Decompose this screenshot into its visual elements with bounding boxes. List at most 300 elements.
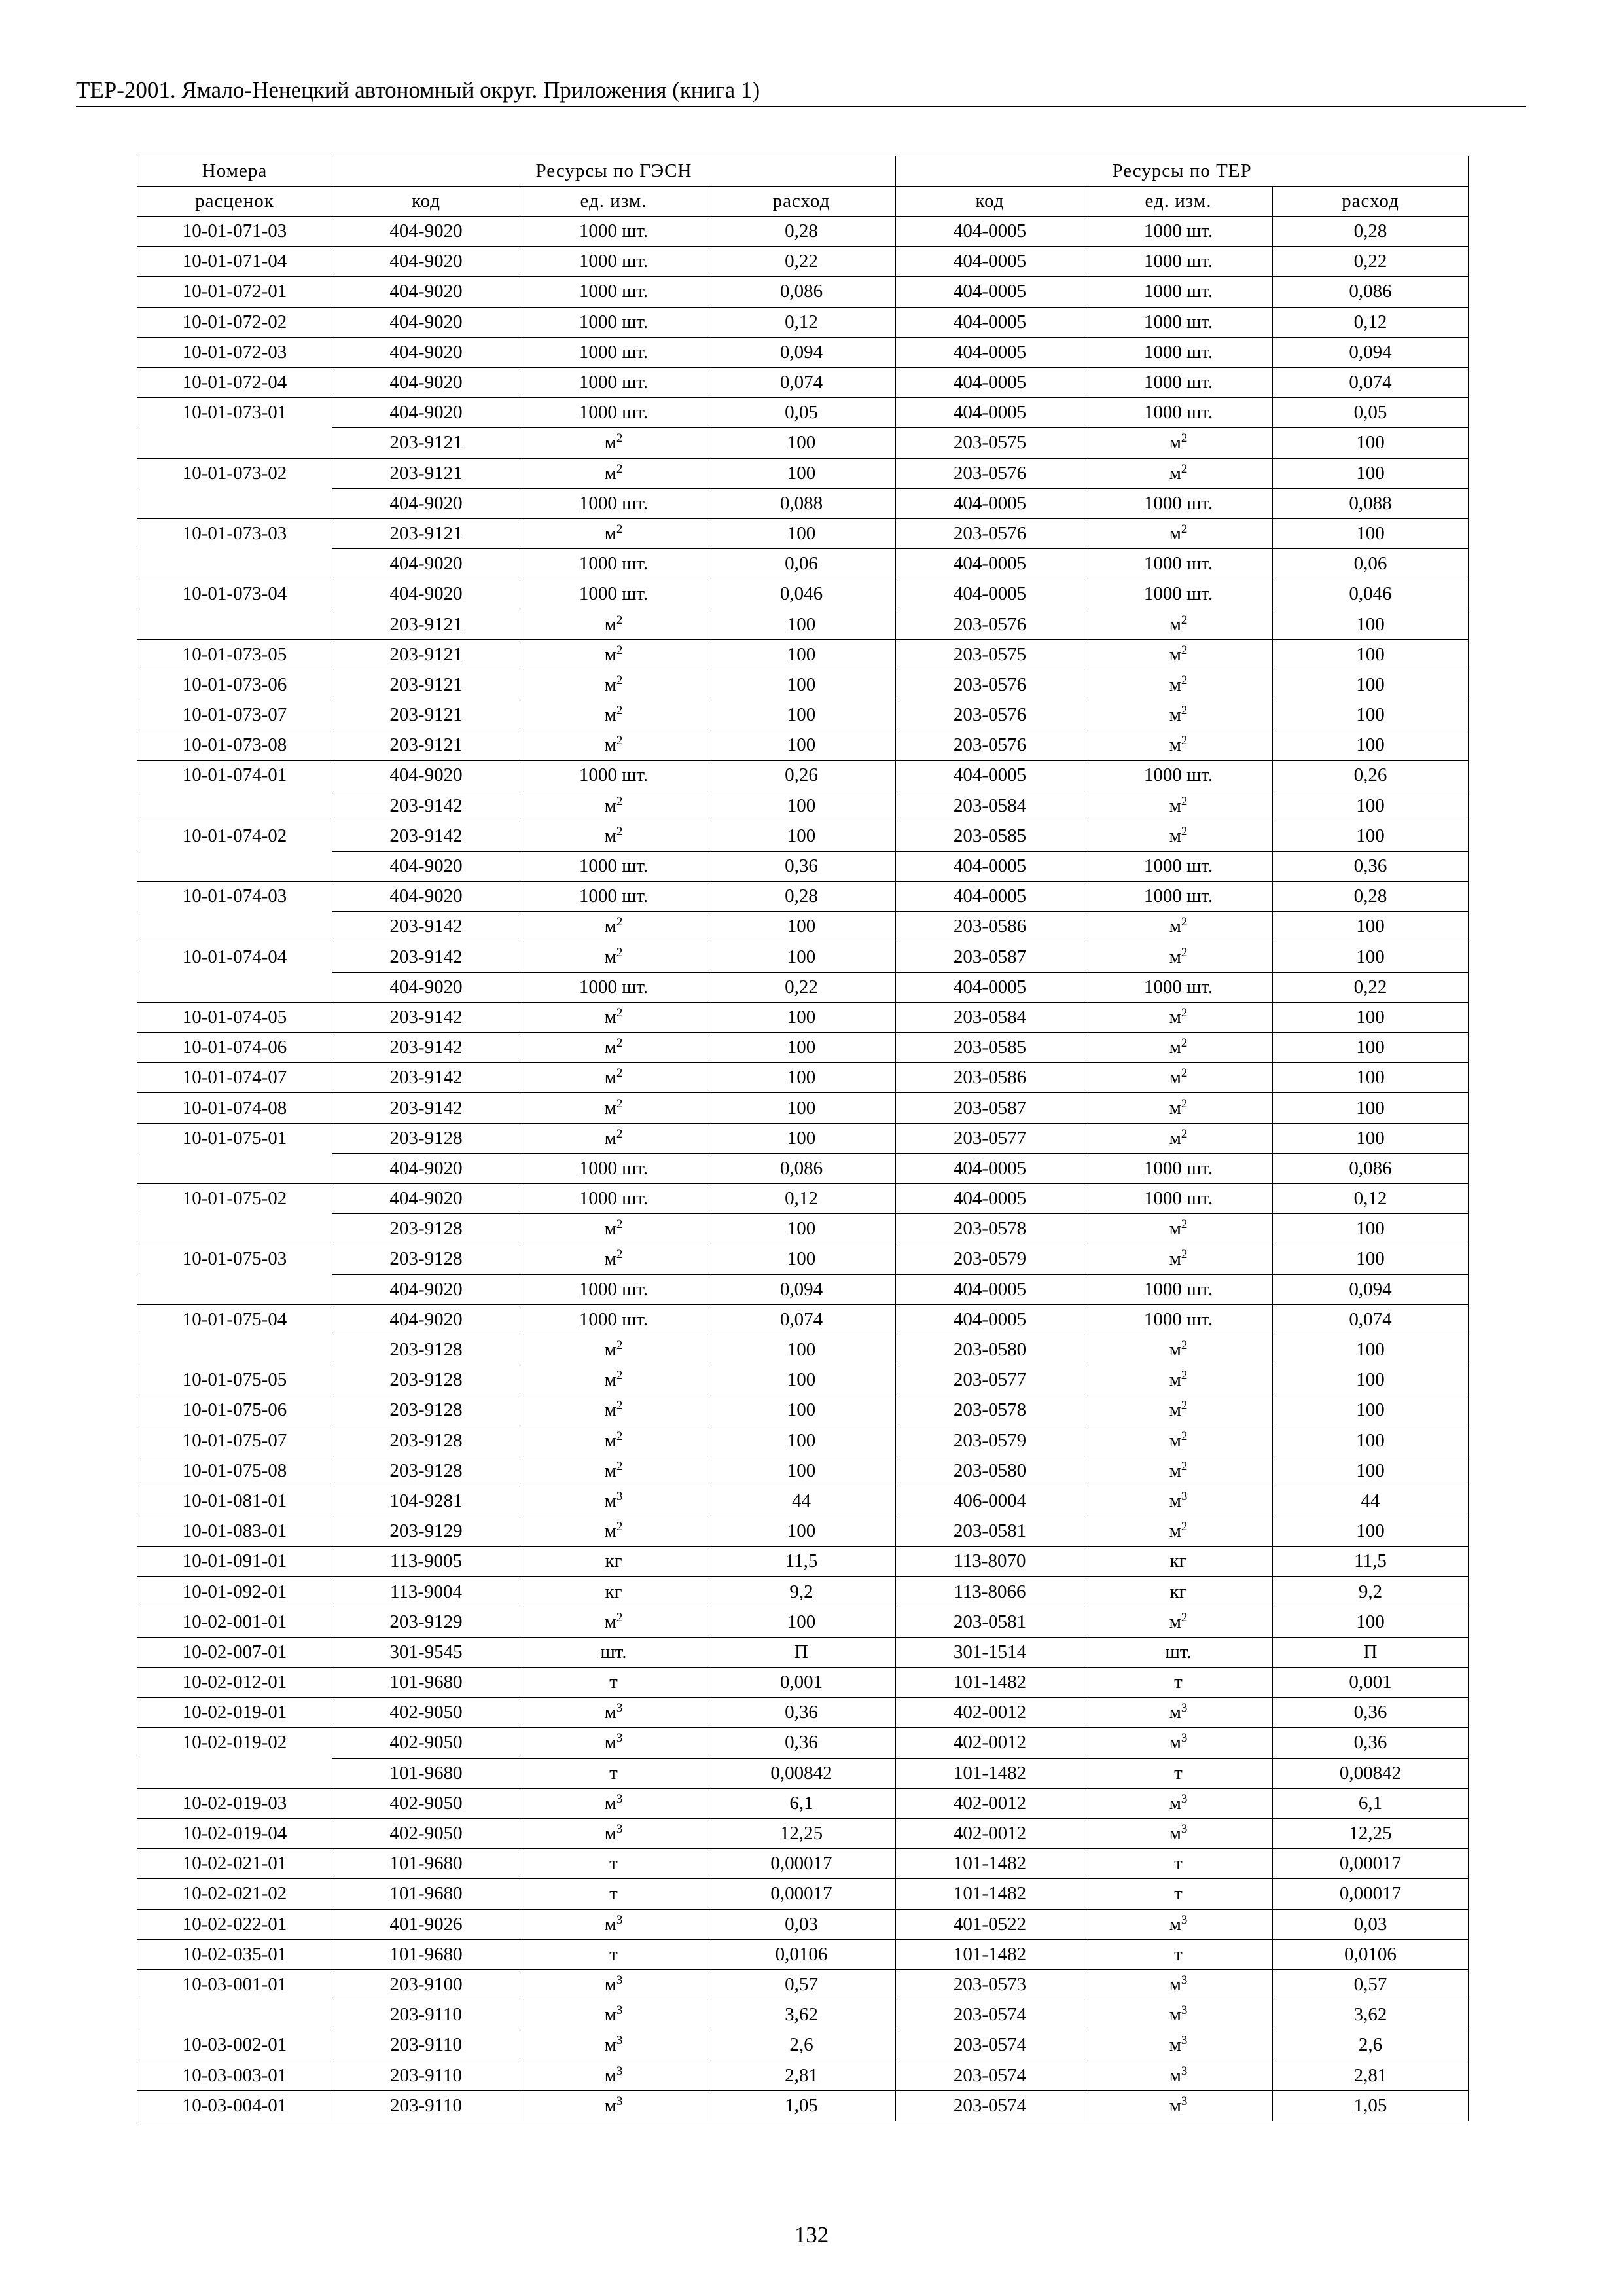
gesn-code-cell: 404-9020	[332, 549, 520, 579]
ter-code-cell: 406-0004	[896, 1486, 1084, 1516]
gesn-consumption-cell: 100	[707, 458, 896, 488]
gesn-consumption-cell: 100	[707, 670, 896, 700]
gesn-consumption-cell: 3,62	[707, 2000, 896, 2030]
rate-number-cell: 10-01-075-06	[137, 1395, 332, 1426]
rate-number-cell	[137, 1153, 332, 1183]
unit-exponent: 2	[1181, 461, 1188, 476]
gesn-consumption-cell: 0,12	[707, 1184, 896, 1214]
table-row	[137, 2000, 1469, 2030]
rate-number-cell	[137, 851, 332, 881]
unit-exponent: 2	[616, 1066, 623, 1081]
ter-consumption-cell: 11,5	[1273, 1547, 1469, 1577]
ter-consumption-cell: 1,05	[1273, 2090, 1469, 2121]
ter-code-cell: 203-0576	[896, 700, 1084, 730]
ter-consumption-cell: 100	[1273, 1063, 1469, 1093]
gesn-code-cell: 203-9121	[332, 458, 520, 488]
ter-consumption-cell: 0,00017	[1273, 1849, 1469, 1879]
unit-exponent: 3	[616, 1912, 623, 1927]
header-ter-consumption: расход	[1273, 187, 1469, 217]
rate-number-cell: 10-01-073-04	[137, 579, 332, 609]
unit-exponent: 2	[616, 1247, 623, 1262]
unit-exponent: 2	[1181, 794, 1188, 808]
rate-number-cell: 10-02-021-01	[137, 1849, 332, 1879]
table-row	[137, 277, 1469, 307]
rate-number-cell	[137, 549, 332, 579]
gesn-unit-cell: $м^3$	[520, 1969, 707, 2000]
ter-consumption-cell: 100	[1273, 1395, 1469, 1426]
gesn-code-cell: 203-9128	[332, 1214, 520, 1244]
ter-unit-cell: $м^3$	[1084, 2000, 1273, 2030]
rate-number-cell: 10-01-074-02	[137, 821, 332, 851]
table-row	[137, 1244, 1469, 1274]
ter-consumption-cell: 100	[1273, 428, 1469, 458]
gesn-unit-cell: $м^2$	[520, 639, 707, 670]
gesn-consumption-cell: 0,0106	[707, 1939, 896, 1969]
gesn-code-cell: 203-9128	[332, 1244, 520, 1274]
rate-number-cell: 10-02-001-01	[137, 1607, 332, 1637]
gesn-unit-cell: $м^2$	[520, 1244, 707, 1274]
ter-code-cell: 404-0005	[896, 972, 1084, 1002]
gesn-code-cell: 404-9020	[332, 1184, 520, 1214]
gesn-unit-cell: т	[520, 1879, 707, 1909]
ter-consumption-cell: 100	[1273, 1123, 1469, 1153]
table-row	[137, 549, 1469, 579]
ter-unit-cell: $м^2$	[1084, 1033, 1273, 1063]
rate-number-cell: 10-02-007-01	[137, 1637, 332, 1667]
gesn-code-cell: 203-9142	[332, 912, 520, 942]
gesn-consumption-cell: 100	[707, 1123, 896, 1153]
unit-exponent: 3	[1181, 2064, 1188, 2078]
gesn-unit-cell: $м^2$	[520, 821, 707, 851]
ter-consumption-cell: 100	[1273, 1002, 1469, 1032]
gesn-unit-cell: т	[520, 1668, 707, 1698]
table-row	[137, 1214, 1469, 1244]
gesn-unit-cell: 1000 шт.	[520, 1304, 707, 1335]
rate-number-cell	[137, 428, 332, 458]
gesn-unit-cell: $м^2$	[520, 1335, 707, 1365]
table-row	[137, 670, 1469, 700]
ter-code-cell: 404-0005	[896, 761, 1084, 791]
table-row	[137, 1909, 1469, 1939]
table-row	[137, 1939, 1469, 1969]
ter-unit-cell: 1000 шт.	[1084, 247, 1273, 277]
rate-number-cell: 10-02-012-01	[137, 1668, 332, 1698]
ter-code-cell: 404-0005	[896, 1304, 1084, 1335]
page-number: 132	[794, 2222, 829, 2248]
ter-code-cell: 402-0012	[896, 1698, 1084, 1728]
gesn-consumption-cell: 100	[707, 942, 896, 972]
ter-code-cell: 203-0575	[896, 428, 1084, 458]
unit-exponent: 3	[616, 1731, 623, 1746]
unit-exponent: 3	[1181, 1731, 1188, 1746]
gesn-consumption-cell: 100	[707, 912, 896, 942]
unit-exponent: 3	[1181, 1489, 1188, 1503]
ter-unit-cell: 1000 шт.	[1084, 307, 1273, 337]
ter-code-cell: 203-0578	[896, 1214, 1084, 1244]
ter-code-cell: 203-0587	[896, 942, 1084, 972]
gesn-consumption-cell: 100	[707, 1335, 896, 1365]
gesn-consumption-cell: 100	[707, 1365, 896, 1395]
gesn-code-cell: 203-9128	[332, 1395, 520, 1426]
ter-code-cell: 401-0522	[896, 1909, 1084, 1939]
ter-consumption-cell: 0,26	[1273, 761, 1469, 791]
gesn-code-cell: 203-9142	[332, 1002, 520, 1032]
gesn-consumption-cell: 100	[707, 1002, 896, 1032]
ter-consumption-cell: 0,28	[1273, 882, 1469, 912]
ter-unit-cell: т	[1084, 1758, 1273, 1788]
gesn-unit-cell: $м^2$	[520, 791, 707, 821]
ter-code-cell: 203-0579	[896, 1426, 1084, 1456]
gesn-code-cell: 404-9020	[332, 851, 520, 881]
gesn-unit-cell: т	[520, 1758, 707, 1788]
gesn-consumption-cell: 0,001	[707, 1668, 896, 1698]
gesn-unit-cell: $м^2$	[520, 700, 707, 730]
ter-code-cell: 404-0005	[896, 579, 1084, 609]
ter-unit-cell: $м^2$	[1084, 639, 1273, 670]
unit-exponent: 2	[616, 1005, 623, 1020]
ter-consumption-cell: 0,36	[1273, 1698, 1469, 1728]
ter-code-cell: 203-0585	[896, 1033, 1084, 1063]
unit-exponent: 2	[1181, 1459, 1188, 1473]
rate-number-cell: 10-01-073-07	[137, 700, 332, 730]
gesn-unit-cell: $м^2$	[520, 1123, 707, 1153]
gesn-code-cell: 404-9020	[332, 398, 520, 428]
gesn-unit-cell: $м^3$	[520, 1909, 707, 1939]
rate-number-cell: 10-01-075-03	[137, 1244, 332, 1274]
unit-exponent: 3	[616, 2003, 623, 2018]
gesn-consumption-cell: 0,046	[707, 579, 896, 609]
gesn-code-cell: 404-9020	[332, 488, 520, 518]
ter-code-cell: 203-0579	[896, 1244, 1084, 1274]
ter-code-cell: 203-0574	[896, 2030, 1084, 2060]
rate-number-cell: 10-01-083-01	[137, 1516, 332, 1547]
ter-code-cell: 203-0586	[896, 1063, 1084, 1093]
rate-number-cell	[137, 1274, 332, 1304]
gesn-consumption-cell: 0,22	[707, 247, 896, 277]
rate-number-cell: 10-01-075-02	[137, 1184, 332, 1214]
gesn-unit-cell: 1000 шт.	[520, 1153, 707, 1183]
rate-number-cell	[137, 1335, 332, 1365]
unit-exponent: 2	[616, 643, 623, 657]
unit-exponent: 3	[616, 1973, 623, 1987]
gesn-unit-cell: $м^2$	[520, 1456, 707, 1486]
ter-code-cell: 203-0574	[896, 2060, 1084, 2090]
gesn-consumption-cell: 0,28	[707, 882, 896, 912]
gesn-consumption-cell: 100	[707, 428, 896, 458]
ter-unit-cell: шт.	[1084, 1637, 1273, 1667]
gesn-unit-cell: $м^2$	[520, 458, 707, 488]
ter-consumption-cell: 0,094	[1273, 337, 1469, 367]
ter-consumption-cell: 0,00842	[1273, 1758, 1469, 1788]
ter-code-cell: 404-0005	[896, 1153, 1084, 1183]
ter-consumption-cell: 100	[1273, 1426, 1469, 1456]
ter-unit-cell: $м^2$	[1084, 1093, 1273, 1123]
gesn-code-cell: 203-9142	[332, 1093, 520, 1123]
gesn-unit-cell: $м^3$	[520, 2060, 707, 2090]
rate-number-cell: 10-01-091-01	[137, 1547, 332, 1577]
rate-number-cell: 10-01-074-06	[137, 1033, 332, 1063]
table-row	[137, 882, 1469, 912]
ter-unit-cell: кг	[1084, 1547, 1273, 1577]
header-numbers-line1: Номера	[137, 156, 332, 187]
unit-exponent: 2	[1181, 1036, 1188, 1050]
page-header-title: ТЕР-2001. Ямало-Ненецкий автономный округ. Приложения (книга 1)	[76, 77, 760, 103]
gesn-code-cell: 203-9121	[332, 730, 520, 761]
ter-consumption-cell: 100	[1273, 518, 1469, 548]
gesn-consumption-cell: 0,36	[707, 1698, 896, 1728]
ter-unit-cell: $м^2$	[1084, 1214, 1273, 1244]
ter-unit-cell: $м^3$	[1084, 1818, 1273, 1848]
gesn-code-cell: 203-9121	[332, 700, 520, 730]
unit-exponent: 2	[1181, 1520, 1188, 1534]
table-row	[137, 1184, 1469, 1214]
rate-number-cell: 10-01-075-05	[137, 1365, 332, 1395]
gesn-consumption-cell: 0,00017	[707, 1849, 896, 1879]
unit-exponent: 2	[616, 945, 623, 960]
table-row	[137, 1456, 1469, 1486]
gesn-code-cell: 402-9050	[332, 1728, 520, 1758]
unit-exponent: 2	[616, 1429, 623, 1443]
unit-exponent: 2	[616, 1369, 623, 1383]
ter-unit-cell: 1000 шт.	[1084, 761, 1273, 791]
ter-unit-cell: $м^2$	[1084, 670, 1273, 700]
header-ter-group: Ресурсы по ТЕР	[896, 156, 1469, 187]
gesn-unit-cell: $м^2$	[520, 942, 707, 972]
ter-consumption-cell: 100	[1273, 1365, 1469, 1395]
table-row	[137, 1335, 1469, 1365]
gesn-unit-cell: $м^2$	[520, 1033, 707, 1063]
gesn-unit-cell: шт.	[520, 1637, 707, 1667]
ter-code-cell: 203-0578	[896, 1395, 1084, 1426]
ter-consumption-cell: 100	[1273, 730, 1469, 761]
gesn-code-cell: 404-9020	[332, 1153, 520, 1183]
ter-unit-cell: $м^2$	[1084, 1335, 1273, 1365]
gesn-code-cell: 404-9020	[332, 277, 520, 307]
ter-consumption-cell: 100	[1273, 700, 1469, 730]
rate-number-cell	[137, 2000, 332, 2030]
ter-consumption-cell: 6,1	[1273, 1788, 1469, 1818]
ter-unit-cell: $м^2$	[1084, 700, 1273, 730]
table-row	[137, 1516, 1469, 1547]
table-row	[137, 1788, 1469, 1818]
unit-exponent: 2	[1181, 1126, 1188, 1141]
table-row	[137, 1426, 1469, 1456]
rate-number-cell: 10-03-002-01	[137, 2030, 332, 2060]
ter-consumption-cell: 100	[1273, 1093, 1469, 1123]
gesn-consumption-cell: 100	[707, 1395, 896, 1426]
rate-number-cell: 10-01-081-01	[137, 1486, 332, 1516]
gesn-code-cell: 203-9142	[332, 1063, 520, 1093]
ter-unit-cell: $м^3$	[1084, 2090, 1273, 2121]
ter-consumption-cell: 0,22	[1273, 972, 1469, 1002]
unit-exponent: 3	[616, 2034, 623, 2048]
gesn-unit-cell: 1000 шт.	[520, 398, 707, 428]
rate-number-cell: 10-01-075-08	[137, 1456, 332, 1486]
gesn-code-cell: 113-9005	[332, 1547, 520, 1577]
ter-unit-cell: $м^2$	[1084, 942, 1273, 972]
unit-exponent: 2	[1181, 1399, 1188, 1413]
ter-code-cell: 203-0581	[896, 1516, 1084, 1547]
ter-code-cell: 203-0580	[896, 1456, 1084, 1486]
ter-code-cell: 203-0576	[896, 730, 1084, 761]
ter-code-cell: 203-0576	[896, 609, 1084, 639]
unit-exponent: 3	[1181, 2034, 1188, 2048]
unit-exponent: 3	[1181, 1701, 1188, 1715]
table-row	[137, 1698, 1469, 1728]
unit-exponent: 2	[1181, 1369, 1188, 1383]
ter-unit-cell: 1000 шт.	[1084, 549, 1273, 579]
rate-number-cell: 10-02-019-04	[137, 1818, 332, 1848]
unit-exponent: 2	[1181, 1066, 1188, 1081]
unit-exponent: 2	[616, 1610, 623, 1624]
unit-exponent: 3	[616, 2094, 623, 2108]
gesn-code-cell: 404-9020	[332, 882, 520, 912]
unit-exponent: 3	[1181, 1822, 1188, 1837]
ter-code-cell: 404-0005	[896, 398, 1084, 428]
gesn-code-cell: 401-9026	[332, 1909, 520, 1939]
table-row	[137, 1969, 1469, 2000]
unit-exponent: 2	[1181, 1429, 1188, 1443]
unit-exponent: 3	[616, 1791, 623, 1806]
table-row	[137, 1668, 1469, 1698]
ter-unit-cell: 1000 шт.	[1084, 398, 1273, 428]
table-row	[137, 428, 1469, 458]
unit-exponent: 2	[1181, 1005, 1188, 1020]
table-row	[137, 972, 1469, 1002]
ter-consumption-cell: 0,03	[1273, 1909, 1469, 1939]
gesn-consumption-cell: 0,26	[707, 761, 896, 791]
ter-code-cell: 203-0574	[896, 2000, 1084, 2030]
gesn-code-cell: 101-9680	[332, 1758, 520, 1788]
gesn-consumption-cell: 44	[707, 1486, 896, 1516]
ter-unit-cell: $м^3$	[1084, 2030, 1273, 2060]
table-row	[137, 1033, 1469, 1063]
rate-number-cell	[137, 1758, 332, 1788]
rate-number-cell	[137, 609, 332, 639]
ter-unit-cell: т	[1084, 1849, 1273, 1879]
ter-unit-cell: т	[1084, 1668, 1273, 1698]
ter-code-cell: 203-0584	[896, 791, 1084, 821]
table-row	[137, 518, 1469, 548]
table-row	[137, 579, 1469, 609]
gesn-consumption-cell: 11,5	[707, 1547, 896, 1577]
ter-code-cell: 404-0005	[896, 488, 1084, 518]
gesn-unit-cell: $м^2$	[520, 1395, 707, 1426]
gesn-consumption-cell: 0,36	[707, 1728, 896, 1758]
unit-exponent: 2	[616, 1096, 623, 1111]
ter-consumption-cell: 100	[1273, 639, 1469, 670]
gesn-consumption-cell: 100	[707, 518, 896, 548]
gesn-code-cell: 404-9020	[332, 1274, 520, 1304]
ter-unit-cell: $м^2$	[1084, 1365, 1273, 1395]
gesn-code-cell: 203-9128	[332, 1365, 520, 1395]
gesn-consumption-cell: 0,36	[707, 851, 896, 881]
ter-consumption-cell: 0,06	[1273, 549, 1469, 579]
table-row	[137, 1093, 1469, 1123]
gesn-consumption-cell: П	[707, 1637, 896, 1667]
gesn-consumption-cell: 0,22	[707, 972, 896, 1002]
rate-number-cell: 10-02-019-02	[137, 1728, 332, 1758]
ter-consumption-cell: 100	[1273, 1033, 1469, 1063]
gesn-code-cell: 203-9110	[332, 2030, 520, 2060]
ter-unit-cell: $м^3$	[1084, 1698, 1273, 1728]
table-row	[137, 851, 1469, 881]
header-gesn-consumption: расход	[707, 187, 896, 217]
unit-exponent: 2	[1181, 522, 1188, 536]
table-row	[137, 609, 1469, 639]
gesn-consumption-cell: 0,094	[707, 1274, 896, 1304]
table-row	[137, 1365, 1469, 1395]
gesn-code-cell: 203-9121	[332, 609, 520, 639]
ter-unit-cell: т	[1084, 1879, 1273, 1909]
gesn-unit-cell: $м^2$	[520, 1516, 707, 1547]
unit-exponent: 3	[1181, 1912, 1188, 1927]
ter-code-cell: 203-0587	[896, 1093, 1084, 1123]
ter-unit-cell: $м^2$	[1084, 609, 1273, 639]
ter-code-cell: 404-0005	[896, 337, 1084, 367]
gesn-code-cell: 404-9020	[332, 307, 520, 337]
gesn-code-cell: 113-9004	[332, 1577, 520, 1607]
gesn-code-cell: 203-9128	[332, 1456, 520, 1486]
rate-number-cell: 10-03-001-01	[137, 1969, 332, 2000]
table-header-row-1	[137, 156, 1469, 187]
ter-consumption-cell: 100	[1273, 1456, 1469, 1486]
rate-number-cell: 10-02-035-01	[137, 1939, 332, 1969]
gesn-code-cell: 402-9050	[332, 1818, 520, 1848]
gesn-consumption-cell: 100	[707, 1456, 896, 1486]
gesn-consumption-cell: 100	[707, 791, 896, 821]
unit-exponent: 2	[1181, 704, 1188, 718]
table-row	[137, 1063, 1469, 1093]
ter-consumption-cell: 100	[1273, 942, 1469, 972]
rate-number-cell: 10-01-075-07	[137, 1426, 332, 1456]
ter-code-cell: 203-0577	[896, 1365, 1084, 1395]
ter-code-cell: 203-0576	[896, 518, 1084, 548]
ter-unit-cell: 1000 шт.	[1084, 1304, 1273, 1335]
rate-number-cell	[137, 972, 332, 1002]
table-row	[137, 1879, 1469, 1909]
table-row	[137, 700, 1469, 730]
ter-unit-cell: $м^2$	[1084, 428, 1273, 458]
ter-unit-cell: $м^2$	[1084, 458, 1273, 488]
ter-unit-cell: $м^2$	[1084, 791, 1273, 821]
table-row	[137, 1123, 1469, 1153]
header-gesn-group: Ресурсы по ГЭСН	[332, 156, 896, 187]
table-row	[137, 367, 1469, 397]
gesn-code-cell: 404-9020	[332, 217, 520, 247]
unit-exponent: 2	[616, 704, 623, 718]
gesn-code-cell: 101-9680	[332, 1668, 520, 1698]
rate-number-cell: 10-01-073-01	[137, 398, 332, 428]
gesn-consumption-cell: 100	[707, 1093, 896, 1123]
gesn-code-cell: 203-9129	[332, 1516, 520, 1547]
gesn-consumption-cell: 0,00842	[707, 1758, 896, 1788]
rate-number-cell	[137, 1214, 332, 1244]
gesn-unit-cell: $м^2$	[520, 1063, 707, 1093]
gesn-unit-cell: $м^3$	[520, 1818, 707, 1848]
ter-unit-cell: 1000 шт.	[1084, 882, 1273, 912]
gesn-unit-cell: $м^2$	[520, 1426, 707, 1456]
gesn-unit-cell: кг	[520, 1577, 707, 1607]
rate-number-cell: 10-01-071-03	[137, 217, 332, 247]
gesn-unit-cell: $м^3$	[520, 1788, 707, 1818]
ter-consumption-cell: 100	[1273, 670, 1469, 700]
table-row	[137, 217, 1469, 247]
unit-exponent: 2	[1181, 915, 1188, 929]
gesn-consumption-cell: 0,094	[707, 337, 896, 367]
gesn-consumption-cell: 0,074	[707, 1304, 896, 1335]
ter-consumption-cell: 100	[1273, 458, 1469, 488]
